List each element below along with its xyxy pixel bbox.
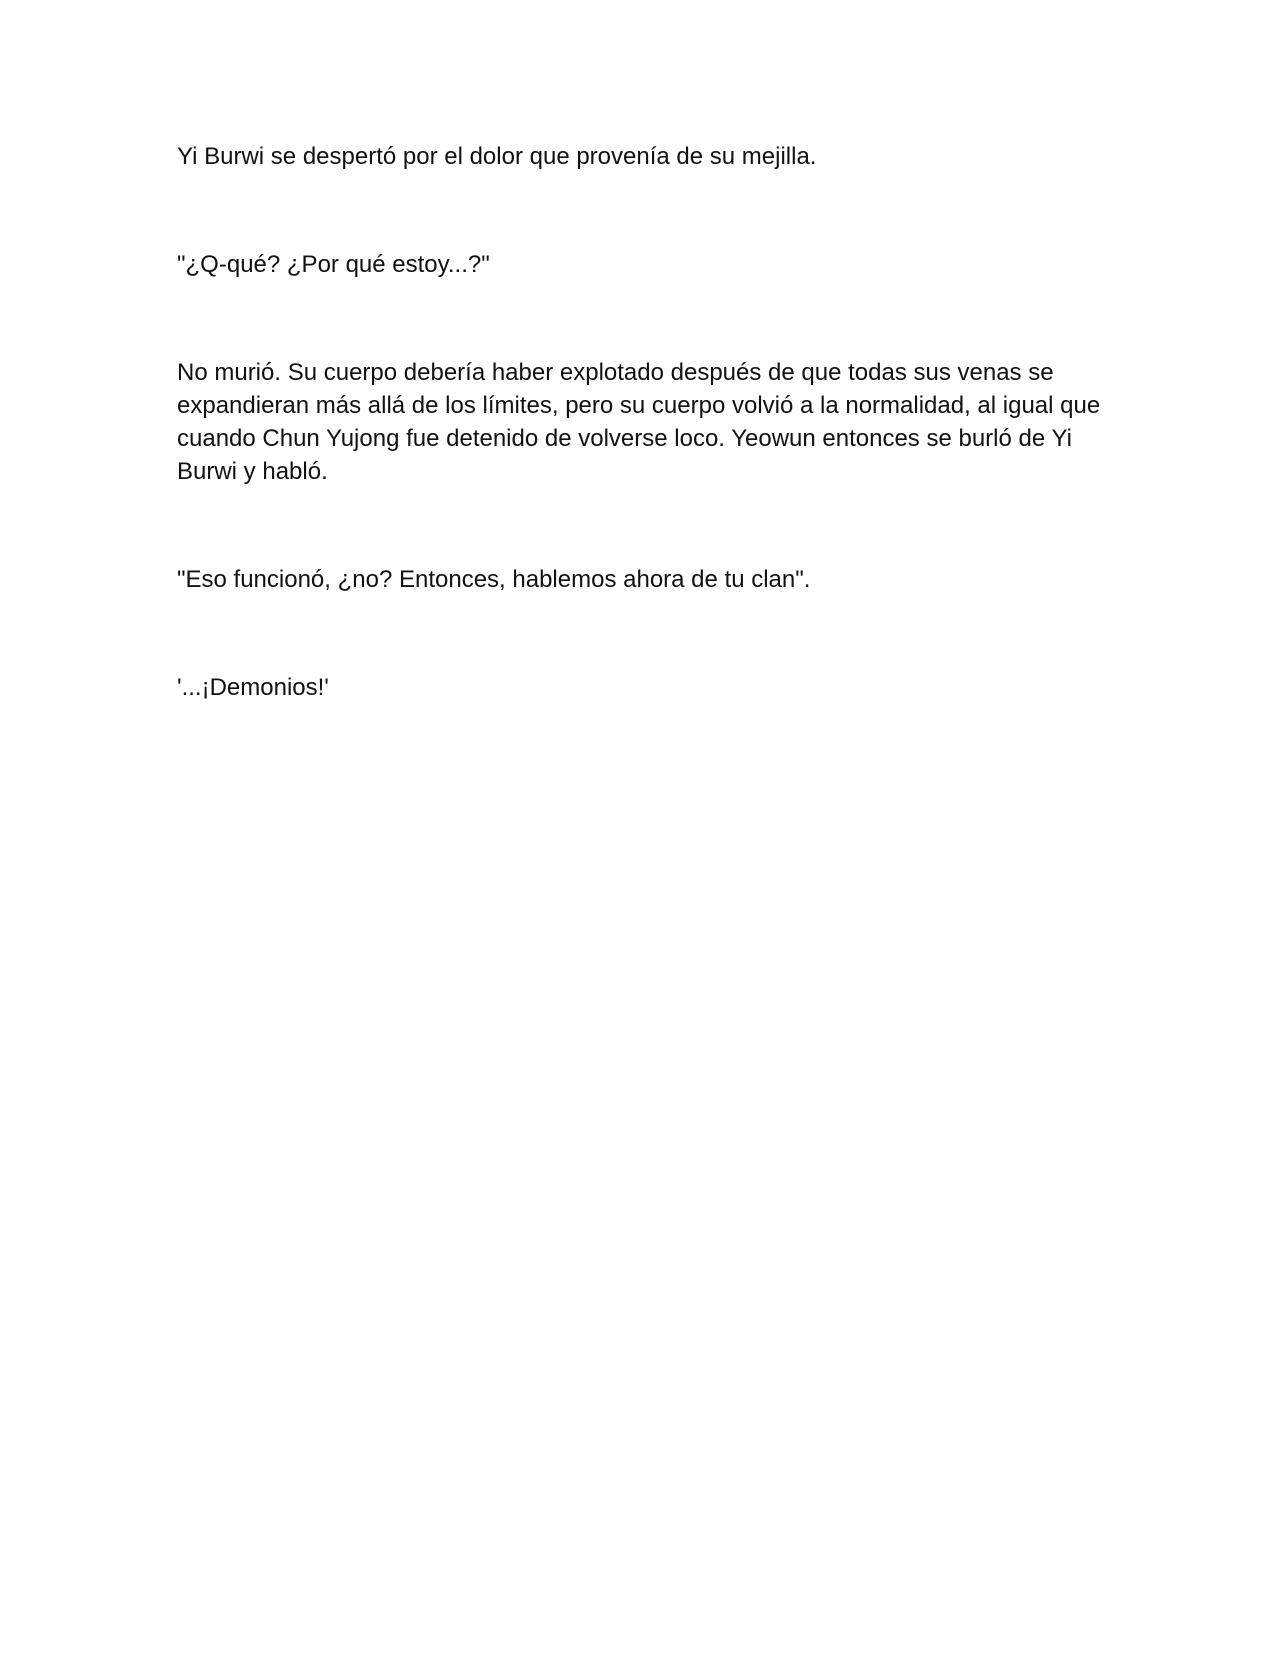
paragraph-2: "¿Q-qué? ¿Por qué estoy...?" <box>177 251 490 278</box>
paragraph-4: "Eso funcionó, ¿no? Entonces, hablemos ahora de tu clan". <box>177 566 811 593</box>
paragraph-3: No murió. Su cuerpo debería haber explotado después de que todas sus venas se expandieran más allá de los límites, pero su cuerpo volvió a la normalidad, al igual que cuando Chun Yujong fue detenido de volverse loco. Yeowun entonces se burló de Yi Burwi y habló. <box>177 359 1101 485</box>
paragraph-1: Yi Burwi se despertó por el dolor que provenía de su mejilla. <box>177 143 817 170</box>
document-body <box>177 140 1107 779</box>
paragraph-5: '...¡Demonios!' <box>177 674 329 701</box>
